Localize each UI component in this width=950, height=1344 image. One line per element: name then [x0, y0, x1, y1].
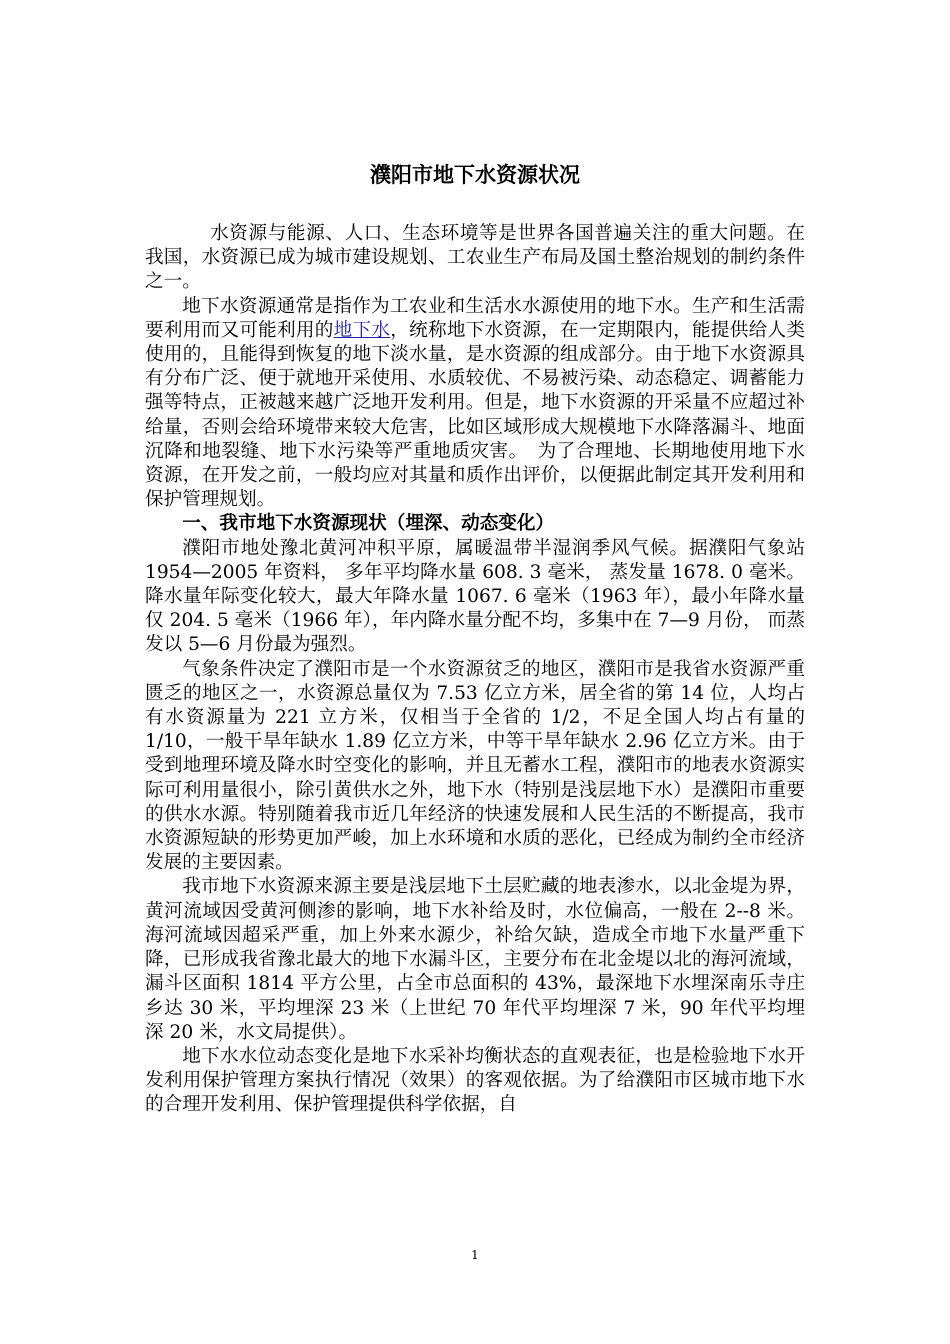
scarcity-paragraph: 气象条件决定了濮阳市是一个水资源贫乏的地区，濮阳市是我省水资源严重匮乏的地区之一，水资源总量仅为 7.53 亿立方米，居全省的第 14 位，人均占有水资源量为 221 立方米，仅相当于全省的 1/2，不足全国人均占有量的 1/10，一般干旱年缺水 1.89 亿立方米，中等干旱年缺水 2.96 亿立方米。由于受到地理环境及降水时空变化的影响，并且无蓄水工程，濮阳市的地表水资源实际可利用量很小，除引黄供水之外，地下水（特别是浅层地下水）是濮阳市重要的供水水源。特别随着我市近几年经济的快速发展和人民生活的不断提高，我市水资源短缺的形势更加严峻，加上水环境和水质的恶化，已经成为制约全市经济发展的主要因素。 [145, 658, 805, 874]
document-title: 濮阳市地下水资源状况 [370, 163, 580, 187]
source-paragraph: 我市地下水资源来源主要是浅层地下土层贮藏的地表渗水，以北金堤为界，黄河流域因受黄河侧渗的影响，地下水补给及时，水位偏高，一般在 2--8 米。海河流域因超采严重，加上外来水源少，补给欠缺，造成全市地下水量严重下降，已形成我省豫北最大的地下水漏斗区，主要分布在北金堤以北的海河流域，漏斗区面积 1814 平方公里，占全市总面积的 43%，最深地下水埋深南乐寺庄乡达 30 米，平均埋深 23 米（上世纪 70 年代平均埋深 7 米，90 年代平均埋深 20 米，水文局提供）。 [145, 876, 805, 1043]
climate-paragraph: 濮阳市地处豫北黄河冲积平原，属暖温带半湿润季风气候。据濮阳气象站 1954—2005 年资料， 多年平均降水量 608. 3 毫米， 蒸发量 1678. 0 毫米。降水量年际变化较大，最大年降水量 1067. 6 毫米（1963 年），最小年降水量仅 204. 5 毫米（1966 年），年内降水量分配不均，多集中在 7—9 月份， 而蒸发以 5—6 月份最为强烈。 [145, 537, 805, 656]
definition-text-after-link: ，统称地下水资源，在一定期限内，能提供给人类使用的，且能得到恢复的地下淡水量，是水资源的组成部分。由于地下水资源具有分布广泛、便于就地开采使用、水质较优、不易被污染、动态稳定、调蓄能力强等特点，正被越来越广泛地开发利用。但是，地下水资源的开采量不应超过补给量，否则会给环境带来较大危害，比如区域形成大规模地下水降落漏斗、地面沉降和地裂缝、地下水污染等严重地质灾害。 为了合理地、长期地使用地下水资源，在开发之前，一般均应对其量和质作出评价，以便据此制定其开发利用和保护管理规划。 [145, 319, 805, 511]
definition-paragraph [145, 295, 805, 513]
groundwater-link[interactable]: 地下水 [333, 319, 391, 341]
definition-text-before-link: 地下水资源通常是指作为工农业和生活水水源使用的地下水。生产和生活需要利用而又可能利用的 [145, 295, 805, 341]
page-number: 1 [471, 1248, 479, 1262]
document-body [145, 222, 805, 1118]
intro-paragraph: 水资源与能源、人口、生态环境等是世界各国普遍关注的重大问题。在我国，水资源已成为城市建设规划、工农业生产布局及国土整治规划的制约条件之一。 [145, 223, 805, 293]
section-heading: 一、我市地下水资源现状（埋深、动态变化） [182, 513, 555, 535]
dynamics-paragraph: 地下水水位动态变化是地下水采补均衡状态的直观表征，也是检验地下水开发利用保护管理方案执行情况（效果）的客观依据。为了给濮阳市区城市地下水的合理开发利用、保护管理提供科学依据，自 [145, 1045, 805, 1116]
